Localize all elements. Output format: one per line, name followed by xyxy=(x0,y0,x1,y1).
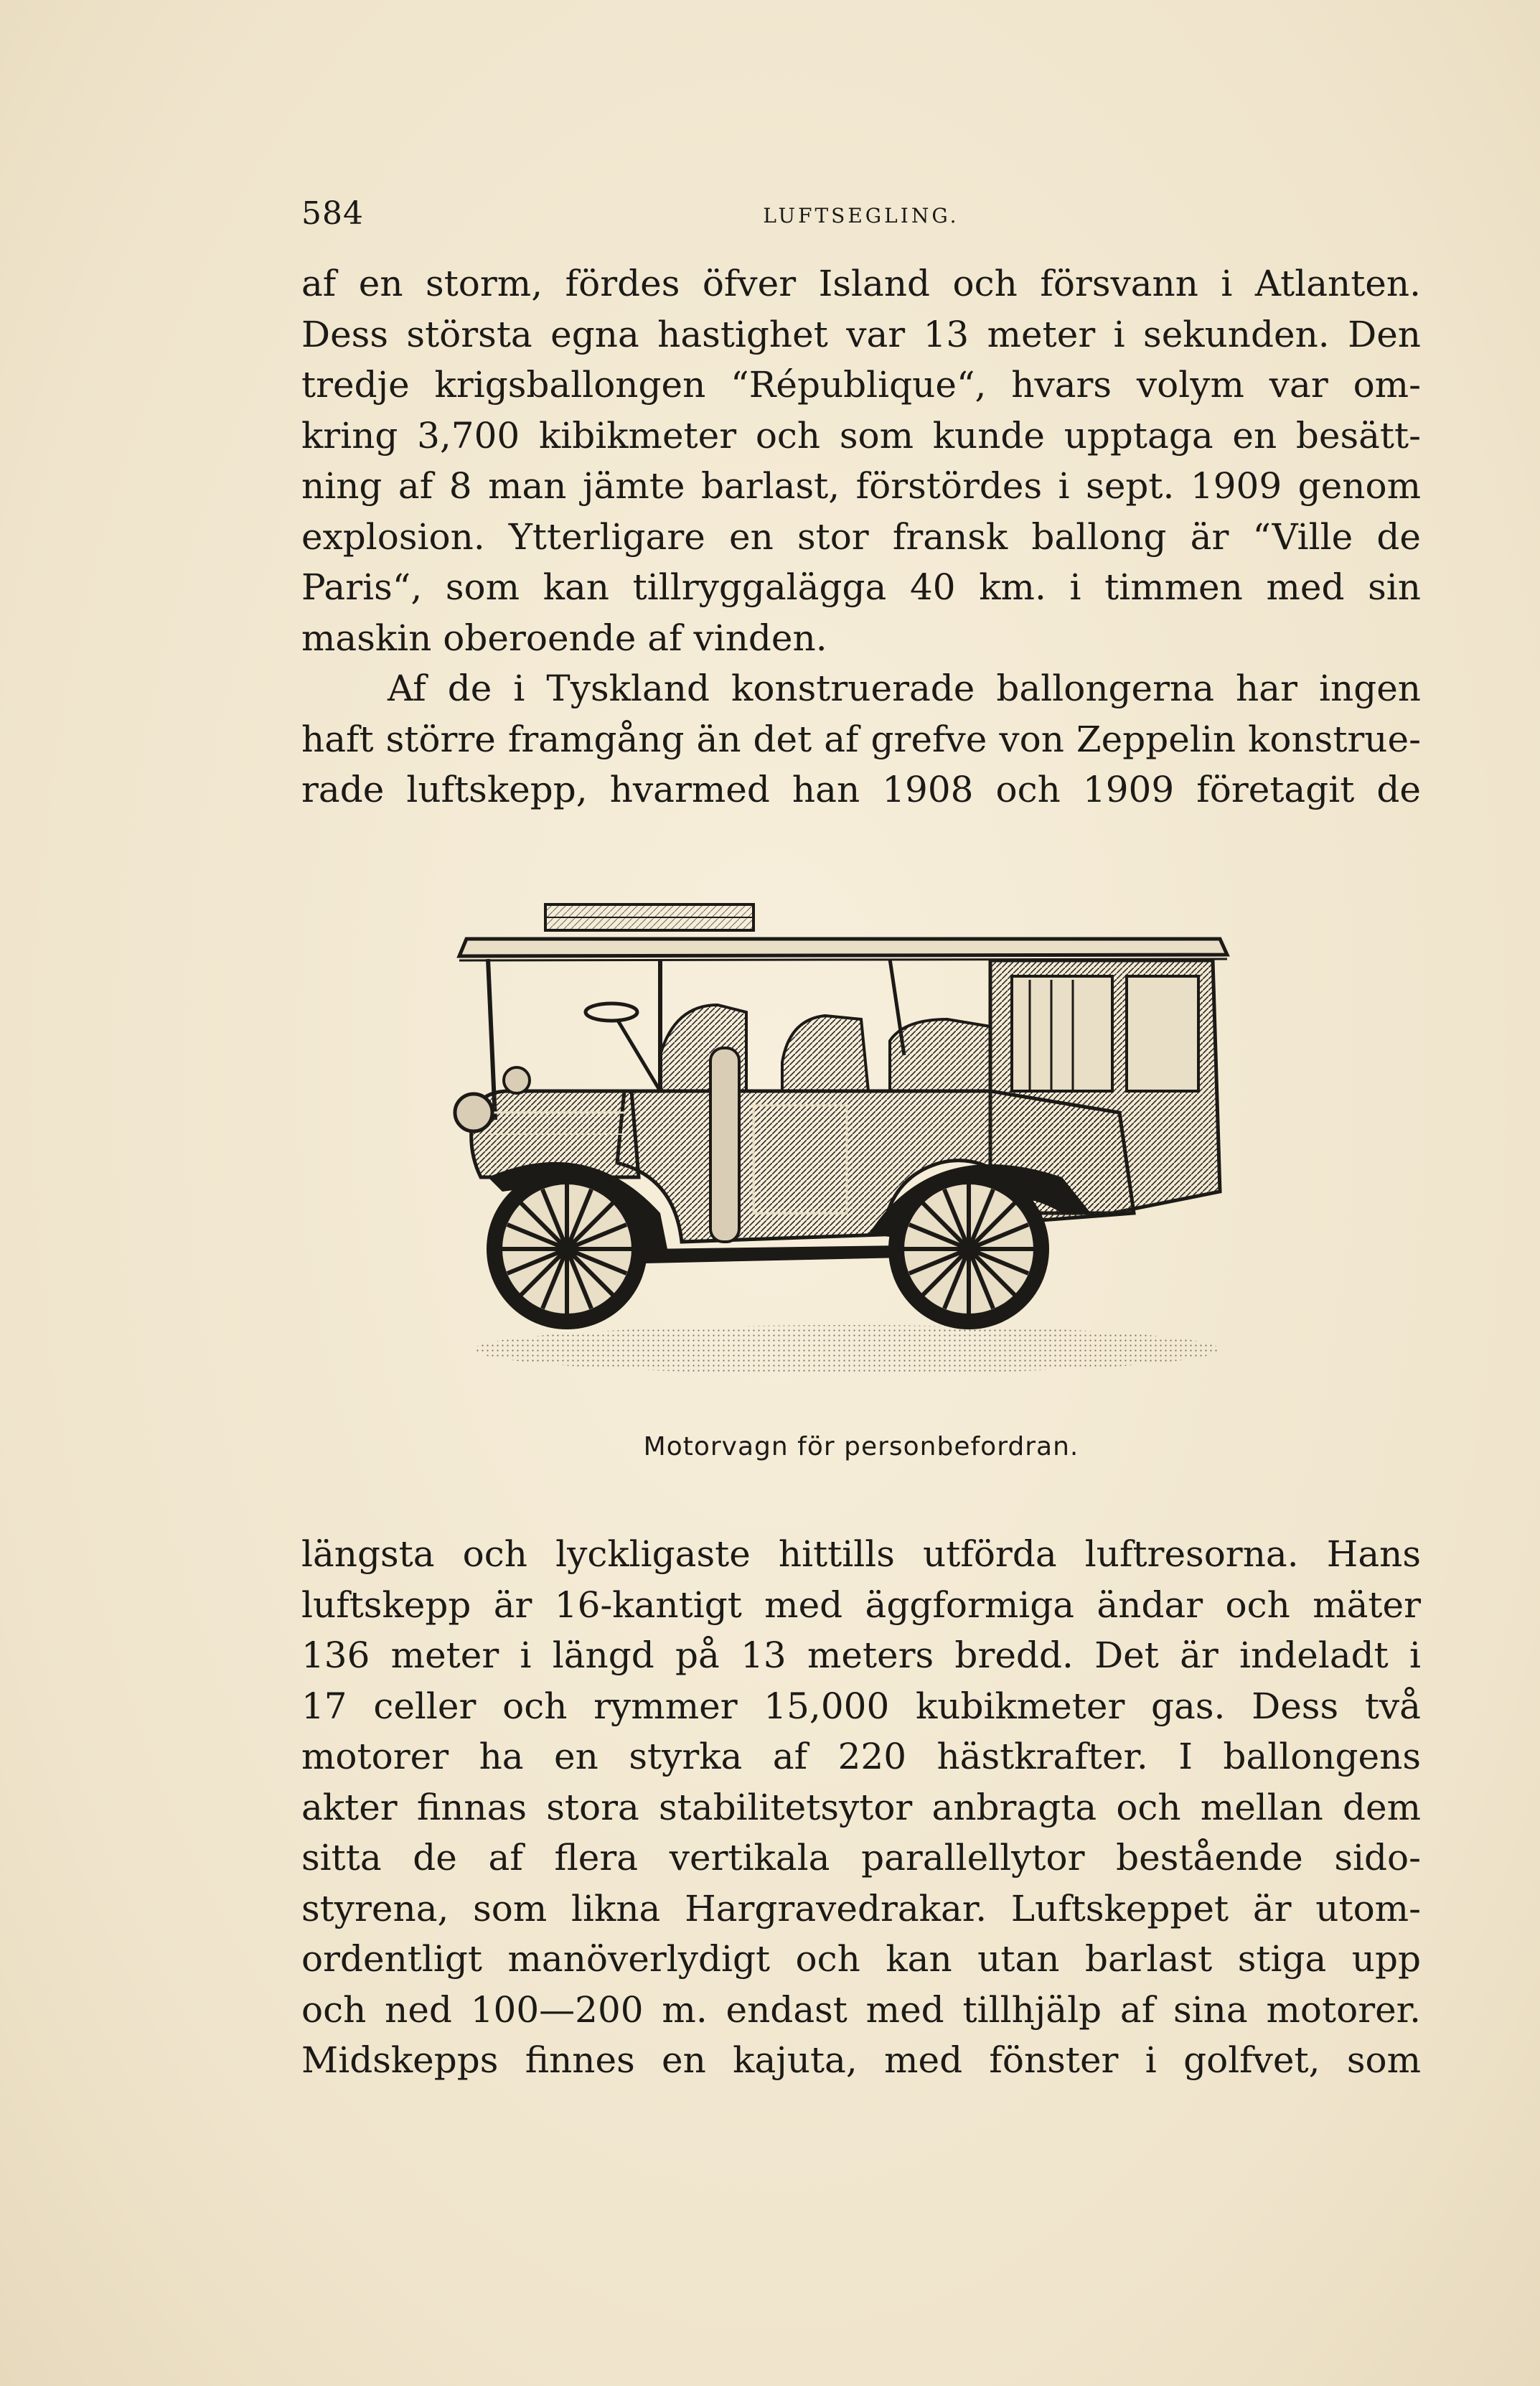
text-line: 17 celler och rymmer 15,000 kubikmeter gas. Dess två xyxy=(301,1685,1421,1727)
body-text-bottom xyxy=(301,1529,1421,2086)
text-line: akter finnas stora stabilitetsytor anbragta och mellan dem xyxy=(301,1786,1421,1828)
text-line: Af de i Tyskland konstruerade ballongerna har ingen xyxy=(388,668,1421,709)
vintage-motorcar-illustration-icon xyxy=(445,876,1277,1393)
text-line: explosion. Ytterligare en stor fransk ballong är “Ville de xyxy=(301,515,1421,558)
text-line: af en storm, fördes öfver Island och försvann i Atlanten. xyxy=(301,263,1421,304)
text-line: och ned 100—200 m. endast med tillhjälp af sina motorer. xyxy=(301,1988,1421,2031)
text-line: motorer ha en styrka af 220 hästkrafter. I ballongens xyxy=(301,1736,1421,1777)
page-header xyxy=(301,195,1421,238)
motorcar-figure xyxy=(445,876,1277,1393)
text-line: Midskepps finnes en kajuta, med fönster i golfvet, som xyxy=(301,2039,1421,2081)
text-line: Dess största egna hastighet var 13 meter i sekunden. Den xyxy=(301,313,1421,355)
text-line: 136 meter i längd på 13 meters bredd. Det är indeladt i xyxy=(301,1634,1421,1676)
body-text-top xyxy=(301,258,1421,815)
text-line: rade luftskepp, hvarmed han 1908 och 1909 företagit de xyxy=(301,769,1421,810)
text-line: luftskepp är 16-kantigt med äggformiga ändar och mäter xyxy=(301,1583,1421,1626)
text-line: längsta och lyckligaste hittills utförda luftresorna. Hans xyxy=(301,1533,1421,1575)
text-line: kring 3,700 kibikmeter och som kunde upptaga en besätt- xyxy=(301,414,1421,457)
page-number: 584 xyxy=(301,195,364,232)
text-line: ning af 8 man jämte barlast, förstördes i sept. 1909 genom xyxy=(301,465,1421,507)
figure-caption: Motorvagn för personbefordran. xyxy=(643,1432,1079,1461)
text-line: sitta de af flera vertikala parallellytor bestående sido- xyxy=(301,1837,1421,1879)
rear-wheel xyxy=(888,1169,1049,1329)
text-line: tredje krigsballongen “République“, hvars volym var om- xyxy=(301,364,1421,406)
text-line: maskin oberoende af vinden. xyxy=(301,617,827,659)
running-head: LUFTSEGLING. xyxy=(763,204,959,228)
front-wheel xyxy=(487,1169,647,1329)
text-line: haft större framgång än det af grefve von Zeppelin konstrue- xyxy=(301,718,1421,760)
text-line: styrena, som likna Hargravedrakar. Luftskeppet är utom- xyxy=(301,1887,1421,1929)
text-line: ordentligt manöverlydigt och kan utan barlast stiga upp xyxy=(301,1938,1421,1980)
text-line: Paris“, som kan tillryggalägga 40 km. i timmen med sin xyxy=(301,566,1421,608)
